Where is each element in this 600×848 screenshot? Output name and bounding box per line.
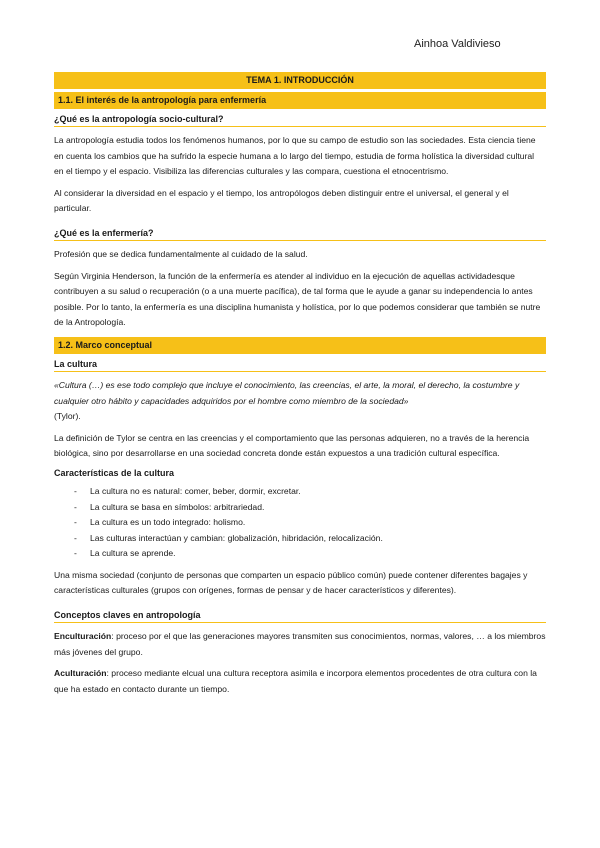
- paragraph: La definición de Tylor se centra en las creencias y el comportamiento que las personas adquieren, no a través de la herencia biológica, sino por desarrollarse en una sociedad concreta donde están expuestos a una tradición cultural específica.: [54, 432, 530, 459]
- list-item: [54, 500, 546, 516]
- section-heading-1-1: 1.1. El interés de la antropología para enfermería: [54, 92, 546, 109]
- dash-bullet: -: [74, 517, 77, 528]
- list-item-text: La cultura se basa en símbolos: arbitrariedad.: [90, 501, 265, 512]
- document-title: TEMA 1. INTRODUCCIÓN: [54, 72, 546, 89]
- dash-bullet: -: [74, 501, 77, 512]
- term-aculturacion: Aculturación: [54, 668, 107, 679]
- subheading-conceptos: Conceptos claves en antropología: [54, 605, 546, 623]
- subheading-caracteristicas: Características de la cultura: [54, 467, 175, 478]
- paragraph: Al considerar la diversidad en el espacio y el tiempo, los antropólogos deben distinguir entre el universal, el general y el particular.: [54, 187, 509, 214]
- author-name: Ainhoa Valdivieso: [414, 38, 501, 50]
- definition-text: : proceso por el que las generaciones mayores transmiten sus conocimientos, normas, valores, … a los miembros más jóvenes del grupo.: [54, 631, 546, 657]
- characteristics-list: [54, 484, 546, 562]
- definition-text: : proceso mediante elcual una cultura receptora asimila e incorpora elementos procedentes de otra cultura con la que ha estado en contacto durante un tiempo.: [54, 668, 537, 694]
- paragraph: La antropología estudia todos los fenómenos humanos, por lo que su campo de estudio son las sociedades. Esta ciencia tiene en cuenta los cambios que ha sufrido la especie humana a lo largo del tiempo, estudia de forma holística la diversidad cultural en el tiempo y el espacio. Visibiliza las diferencias culturales y las compara, cuestiona el etnocentrismo.: [54, 135, 536, 177]
- subheading-antropologia: ¿Qué es la antropología socio-cultural?: [54, 109, 546, 127]
- quote-author: (Tylor).: [54, 411, 81, 422]
- section-heading-1-2: 1.2. Marco conceptual: [54, 337, 546, 354]
- dash-bullet: -: [74, 532, 77, 543]
- subheading-enfermeria: ¿Qué es la enfermería?: [54, 223, 546, 241]
- paragraph: Según Virginia Henderson, la función de la enfermería es atender al individuo en la ejecución de aquellas actividadesque contribuyen a su salud o recuperación (o a una muerte pacífica), de tal forma que le ayude a ganar su independencia lo antes posible. Por lo tanto, la enfermería es una disciplina humanista y holística, por lo que podemos considerar que también se nutre de la Antropología.: [54, 270, 541, 328]
- term-enculturacion: Enculturación: [54, 631, 112, 642]
- paragraph-enculturacion: [54, 629, 546, 660]
- document-page: [54, 0, 546, 703]
- list-item-text: La cultura se aprende.: [90, 548, 176, 559]
- list-item-text: Las culturas interactúan y cambian: globalización, hibridación, relocalización.: [90, 532, 383, 543]
- list-item-text: La cultura es un todo integrado: holismo.: [90, 517, 246, 528]
- list-item: [54, 515, 546, 531]
- subheading-cultura: La cultura: [54, 354, 546, 372]
- list-item: [54, 484, 546, 500]
- paragraph: Una misma sociedad (conjunto de personas que comparten un espacio público común) puede contener diferentes bagajes y características culturales (grupos con orígenes, formas de pensar y de hacer característicos y diferentes).: [54, 569, 528, 596]
- dash-bullet: -: [74, 485, 77, 496]
- paragraph-aculturacion: [54, 666, 546, 697]
- tylor-quote: «Cultura (…) es ese todo complejo que incluye el conocimiento, las creencias, el arte, la moral, el derecho, la costumbre y cualquier otro hábito y capacidades adquiridos por el hombre como miembro de la sociedad»: [54, 379, 520, 406]
- dash-bullet: -: [74, 548, 77, 559]
- paragraph: Profesión que se dedica fundamentalmente al cuidado de la salud.: [54, 248, 308, 259]
- list-item: [54, 546, 546, 562]
- list-item-text: La cultura no es natural: comer, beber, dormir, excretar.: [90, 485, 301, 496]
- list-item: [54, 531, 546, 547]
